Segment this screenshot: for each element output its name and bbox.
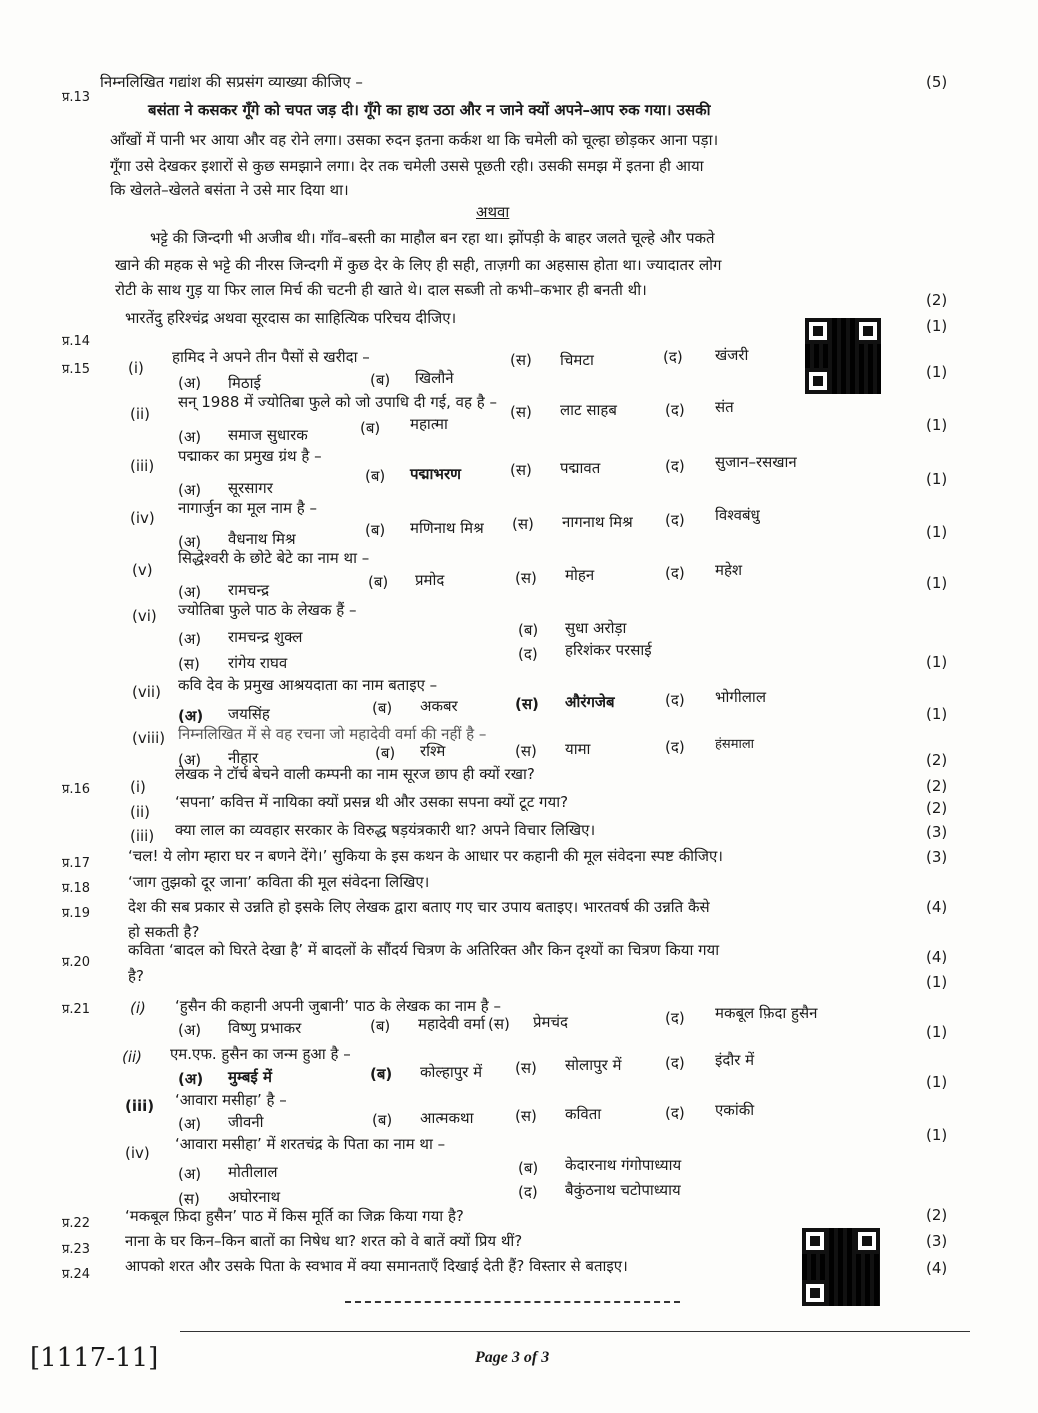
option-key: (ब) <box>375 744 396 762</box>
option-key: (स) <box>178 1190 200 1208</box>
option-key: (द) <box>665 1009 685 1027</box>
option-key: (स) <box>510 351 532 369</box>
option-key: (द) <box>665 564 685 582</box>
marks: (3) <box>926 1232 948 1250</box>
option-key: (द) <box>665 401 685 419</box>
item-label: (i) <box>130 999 146 1017</box>
marks: (1) <box>926 416 948 434</box>
option-key: (स) <box>515 1059 537 1077</box>
end-divider <box>345 1301 680 1303</box>
option-text: केदारनाथ गंगोपाध्याय <box>565 1156 682 1174</box>
option-key: (अ) <box>178 1021 202 1039</box>
option-key: (अ) <box>178 1165 202 1183</box>
q14-text: भारतेंदु हरिश्चंद्र अथवा सूरदास का साहित्यिक परिचय दीजिए। <box>125 309 457 327</box>
option-key: (ब) <box>518 621 539 639</box>
q22-number: प्र.22 <box>62 1216 91 1231</box>
marks: (1) <box>926 317 948 335</box>
marks: (3) <box>926 848 948 866</box>
q18-text: ‘जाग तुझको दूर जाना’ कविता की मूल संवेदना लिखिए। <box>128 873 430 891</box>
option-key: (स) <box>178 655 200 673</box>
option-key: (ब) <box>365 521 386 539</box>
item-label: (ii) <box>130 405 151 423</box>
item-question: पद्माकर का प्रमुख ग्रंथ है – <box>178 447 322 465</box>
or-label: अथवा <box>476 203 510 221</box>
option-text: महेश <box>715 561 743 579</box>
option-text: मोतीलाल <box>228 1163 278 1181</box>
q17-number: प्र.17 <box>62 856 91 871</box>
marks: (1) <box>926 1126 948 1144</box>
option-key: (द) <box>665 1054 685 1072</box>
q17-text: ‘चल! ये लोग म्हारा घर न बणने देंगे।’ सुकिया के इस कथन के आधार पर कहानी की मूल संवेदना स्पष्ट कीजिए। <box>128 847 723 865</box>
q24-number: प्र.24 <box>62 1267 91 1282</box>
option-key: (ब) <box>365 467 386 485</box>
option-text: यामा <box>565 740 591 758</box>
option-text: चिमटा <box>560 351 594 369</box>
option-key: (अ) <box>178 707 204 725</box>
option-text: आत्मकथा <box>420 1109 474 1127</box>
item-label: (i) <box>130 778 146 796</box>
item-label: (iii) <box>125 1097 155 1115</box>
item-question: ज्योतिबा फुले पाठ के लेखक हैं – <box>178 601 357 619</box>
item-label: (iv) <box>125 1144 150 1162</box>
option-key: (अ) <box>178 630 202 648</box>
item-label: (vii) <box>132 683 161 701</box>
marks: (5) <box>926 73 948 91</box>
option-text: प्रमोद <box>415 571 445 589</box>
q14-number: प्र.14 <box>62 334 91 349</box>
item-question: हामिद ने अपने तीन पैसों से खरीदा – <box>172 348 370 366</box>
option-key: (ब) <box>368 573 389 591</box>
q13-number: प्र.13 <box>62 90 91 105</box>
q13-prompt: निम्नलिखित गद्यांश की सप्रसंग व्याख्या कीजिए – <box>100 73 363 91</box>
option-text: सूरसागर <box>228 479 273 497</box>
option-key: (ब) <box>372 1111 393 1129</box>
marks: (2) <box>926 777 948 795</box>
page-number: Page 3 of 3 <box>475 1349 550 1366</box>
marks: (1) <box>926 523 948 541</box>
marks: (4) <box>926 948 948 966</box>
option-text: मिठाई <box>228 374 261 392</box>
q20-text: कविता ‘बादल को घिरते देखा है’ में बादलों के सौंदर्य चित्रण के अतिरिक्त और किन दृश्यों का चित्रण किया गया <box>128 941 720 959</box>
marks: (1) <box>926 574 948 592</box>
item-question: निम्नलिखित में से वह रचना जो महादेवी वर्मा की नहीं है – <box>178 725 487 743</box>
q13-passage2-line: खाने की महक से भट्टे की नीरस जिन्दगी में कुछ देर के लिए ही सही, ताज़गी का अहसास होता था। ज्यादातर लोग <box>115 256 722 274</box>
item-label: (iii) <box>130 457 155 475</box>
item-label: (i) <box>128 359 144 377</box>
q15-number: प्र.15 <box>62 362 91 377</box>
q24-text: आपको शरत और उसके पिता के स्वभाव में क्या समानताएँ दिखाई देती हैं? विस्तार से बताइए। <box>125 1257 628 1275</box>
option-key: (ब) <box>370 1065 393 1083</box>
option-key: (ब) <box>370 1017 391 1035</box>
option-key: (ब) <box>370 371 391 389</box>
option-key: (द) <box>663 348 683 366</box>
option-key: (अ) <box>178 533 202 551</box>
option-text: प्रेमचंद <box>533 1013 568 1031</box>
option-text: मोहन <box>565 566 595 584</box>
marks: (1) <box>926 653 948 671</box>
marks: (4) <box>926 898 948 916</box>
item-question: क्या लाल का व्यवहार सरकार के विरुद्ध षड़यंत्रकारी था? अपने विचार लिखिए। <box>175 821 596 839</box>
paper-code: [1117-11] <box>30 1343 159 1373</box>
marks: (4) <box>926 1259 948 1277</box>
marks: (1) <box>926 973 948 991</box>
option-text: विष्णु प्रभाकर <box>228 1019 302 1037</box>
qr-code-icon <box>805 318 881 394</box>
option-key: (द) <box>665 511 685 529</box>
option-text: संत <box>715 398 734 416</box>
option-key: (अ) <box>178 583 202 601</box>
marks: (3) <box>926 823 948 841</box>
option-key: (ब) <box>518 1159 539 1177</box>
q16-number: प्र.16 <box>62 782 91 797</box>
option-text: सुजान–रसखान <box>715 453 797 471</box>
option-key: (द) <box>665 738 685 756</box>
option-key: (अ) <box>178 428 202 446</box>
option-text: पद्मावत <box>560 459 601 477</box>
option-key: (अ) <box>178 1070 204 1088</box>
option-text: औरंगजेब <box>565 693 615 711</box>
item-label: (vi) <box>132 607 157 625</box>
option-text: महादेवी वर्मा <box>418 1015 485 1033</box>
option-key: (अ) <box>178 481 202 499</box>
item-question: सिद्धेश्वरी के छोटे बेटे का नाम था – <box>178 549 370 567</box>
option-key: (द) <box>518 1183 538 1201</box>
option-key: (अ) <box>178 1115 202 1133</box>
marks: (1) <box>926 1023 948 1041</box>
option-text: कविता <box>565 1105 602 1123</box>
option-text: कोल्हापुर में <box>420 1063 483 1081</box>
item-label: (ii) <box>122 1048 143 1066</box>
marks: (1) <box>926 363 948 381</box>
option-text: मकबूल फ़िदा हुसैन <box>715 1004 818 1022</box>
item-label: (ii) <box>130 803 151 821</box>
q19-number: प्र.19 <box>62 906 91 921</box>
item-question: सन् 1988 में ज्योतिबा फुले को जो उपाधि दी गई, वह है – <box>178 393 497 411</box>
q23-number: प्र.23 <box>62 1242 91 1257</box>
item-question: एम.एफ. हुसैन का जन्म हुआ है – <box>170 1045 351 1063</box>
option-text: अघोरनाथ <box>228 1188 281 1206</box>
option-text: महात्मा <box>410 415 448 433</box>
item-question: नागार्जुन का मूल नाम है – <box>178 499 318 517</box>
option-key: (स) <box>515 742 537 760</box>
option-key: (अ) <box>178 751 202 769</box>
option-text: बैकुंठनाथ चटोपाध्याय <box>565 1181 681 1199</box>
option-text: लाट साहब <box>560 401 617 419</box>
option-text: खंजरी <box>715 346 749 364</box>
marks: (1) <box>926 705 948 723</box>
option-key: (द) <box>665 457 685 475</box>
item-question: ‘हुसैन की कहानी अपनी जुबानी’ पाठ के लेखक का नाम है – <box>175 997 502 1015</box>
option-key: (स) <box>512 515 534 533</box>
option-text: खिलौने <box>415 369 454 387</box>
item-label: (iii) <box>130 827 155 845</box>
q13-passage-line: आँखों में पानी भर आया और वह रोने लगा। उसका रुदन इतना कर्कश था कि चमेली को चूल्हा छोड़कर आना पड़ा। <box>110 131 719 149</box>
q20-number: प्र.20 <box>62 955 91 970</box>
q22-text: ‘मकबूल फ़िदा हुसैन’ पाठ में किस मूर्ति का जिक्र किया गया है? <box>125 1207 464 1225</box>
option-text: विश्वबंधु <box>715 506 760 524</box>
q13-passage2-line: रोटी के साथ गुड़ या फिर लाल मिर्च की चटनी ही खाते थे। दाल सब्जी तो कभी–कभार ही बनती थी। <box>115 281 647 299</box>
option-key: (स) <box>510 461 532 479</box>
item-question: ‘आवारा मसीहा’ है – <box>175 1091 287 1109</box>
item-question: ‘आवारा मसीहा’ में शरतचंद्र के पिता का नाम था – <box>175 1135 446 1153</box>
option-key: (स) <box>515 695 539 713</box>
q13-passage2-line: भट्टे की जिन्दगी भी अजीब थी। गाँव–बस्ती का माहौल बन रहा था। झोंपड़ी के बाहर जलते चूल्हे और पकते <box>150 229 715 247</box>
marks: (2) <box>926 751 948 769</box>
option-text: हंसमाला <box>715 737 755 752</box>
q13-passage-line: बसंता ने कसकर गूँगे को चपत जड़ दी। गूँगे का हाथ उठा और न जाने क्यों अपने–आप रुक गया। उसकी <box>148 101 711 119</box>
option-key: (अ) <box>178 374 202 392</box>
item-question: लेखक ने टॉर्च बेचने वाली कम्पनी का नाम सूरज छाप ही क्यों रखा? <box>175 765 535 783</box>
option-key: (ब) <box>360 419 381 437</box>
q13-passage-line: गूँगा उसे देखकर इशारों से कुछ समझाने लगा। देर तक चमेली उससे पूछती रही। उसकी समझ में इतना ही आया <box>110 157 704 175</box>
option-key: (द) <box>665 1104 685 1122</box>
q20-text: है? <box>128 967 144 985</box>
option-key: (द) <box>518 645 538 663</box>
option-key: (स) <box>510 403 532 421</box>
option-key: (द) <box>665 691 685 709</box>
option-text: रश्मि <box>420 742 446 760</box>
marks: (2) <box>926 291 948 309</box>
option-text: मुम्बई में <box>228 1068 272 1086</box>
marks: (1) <box>926 1073 948 1091</box>
marks: (1) <box>926 470 948 488</box>
option-text: भोगीलाल <box>715 688 766 706</box>
option-text: नागनाथ मिश्र <box>562 513 633 531</box>
option-text: रांगेय राघव <box>228 654 288 672</box>
q13-passage-line: कि खेलते–खेलते बसंता ने उसे मार दिया था। <box>110 181 349 199</box>
option-text: अकबर <box>420 697 458 715</box>
option-text: इंदौर में <box>715 1051 755 1069</box>
option-text: नीहार <box>228 749 259 767</box>
qr-code-icon <box>802 1228 880 1306</box>
marks: (2) <box>926 1206 948 1224</box>
item-question: ‘सपना’ कवित्त में नायिका क्यों प्रसन्न थी और उसका सपना क्यों टूट गया? <box>175 793 569 811</box>
option-text: रामचन्द्र <box>228 581 270 599</box>
option-text: एकांकी <box>715 1101 755 1119</box>
footer-rule <box>180 1331 970 1332</box>
q19-text: हो सकती है? <box>128 923 200 941</box>
option-text: सुधा अरोड़ा <box>565 619 627 637</box>
q23-text: नाना के घर किन–किन बातों का निषेध था? शरत को वे बातें क्यों प्रिय थीं? <box>125 1232 523 1250</box>
option-text: मणिनाथ मिश्र <box>410 519 484 537</box>
option-text: समाज सुधारक <box>228 426 308 444</box>
option-text: जीवनी <box>228 1113 264 1131</box>
item-label: (v) <box>132 561 153 579</box>
option-key: (स) <box>515 1107 537 1125</box>
option-text: रामचन्द्र शुक्ल <box>228 628 303 646</box>
option-text: जयसिंह <box>228 705 270 723</box>
q19-text: देश की सब प्रकार से उन्नति हो इसके लिए लेखक द्वारा बताए गए चार उपाय बताइए। भारतवर्ष की उन्नति कैसे <box>128 898 710 916</box>
marks: (2) <box>926 799 948 817</box>
option-key: (स) <box>488 1015 510 1033</box>
option-key: (ब) <box>372 699 393 717</box>
option-text: पद्माभरण <box>410 465 461 483</box>
item-label: (viii) <box>132 729 166 747</box>
item-label: (iv) <box>130 509 155 527</box>
option-text: हरिशंकर परसाई <box>565 641 652 659</box>
option-key: (स) <box>515 569 537 587</box>
item-question: कवि देव के प्रमुख आश्रयदाता का नाम बताइए – <box>178 676 438 694</box>
q18-number: प्र.18 <box>62 881 91 896</box>
option-text: वैधनाथ मिश्र <box>228 530 296 548</box>
option-text: सोलापुर में <box>565 1056 622 1074</box>
q21-number: प्र.21 <box>62 1002 91 1017</box>
